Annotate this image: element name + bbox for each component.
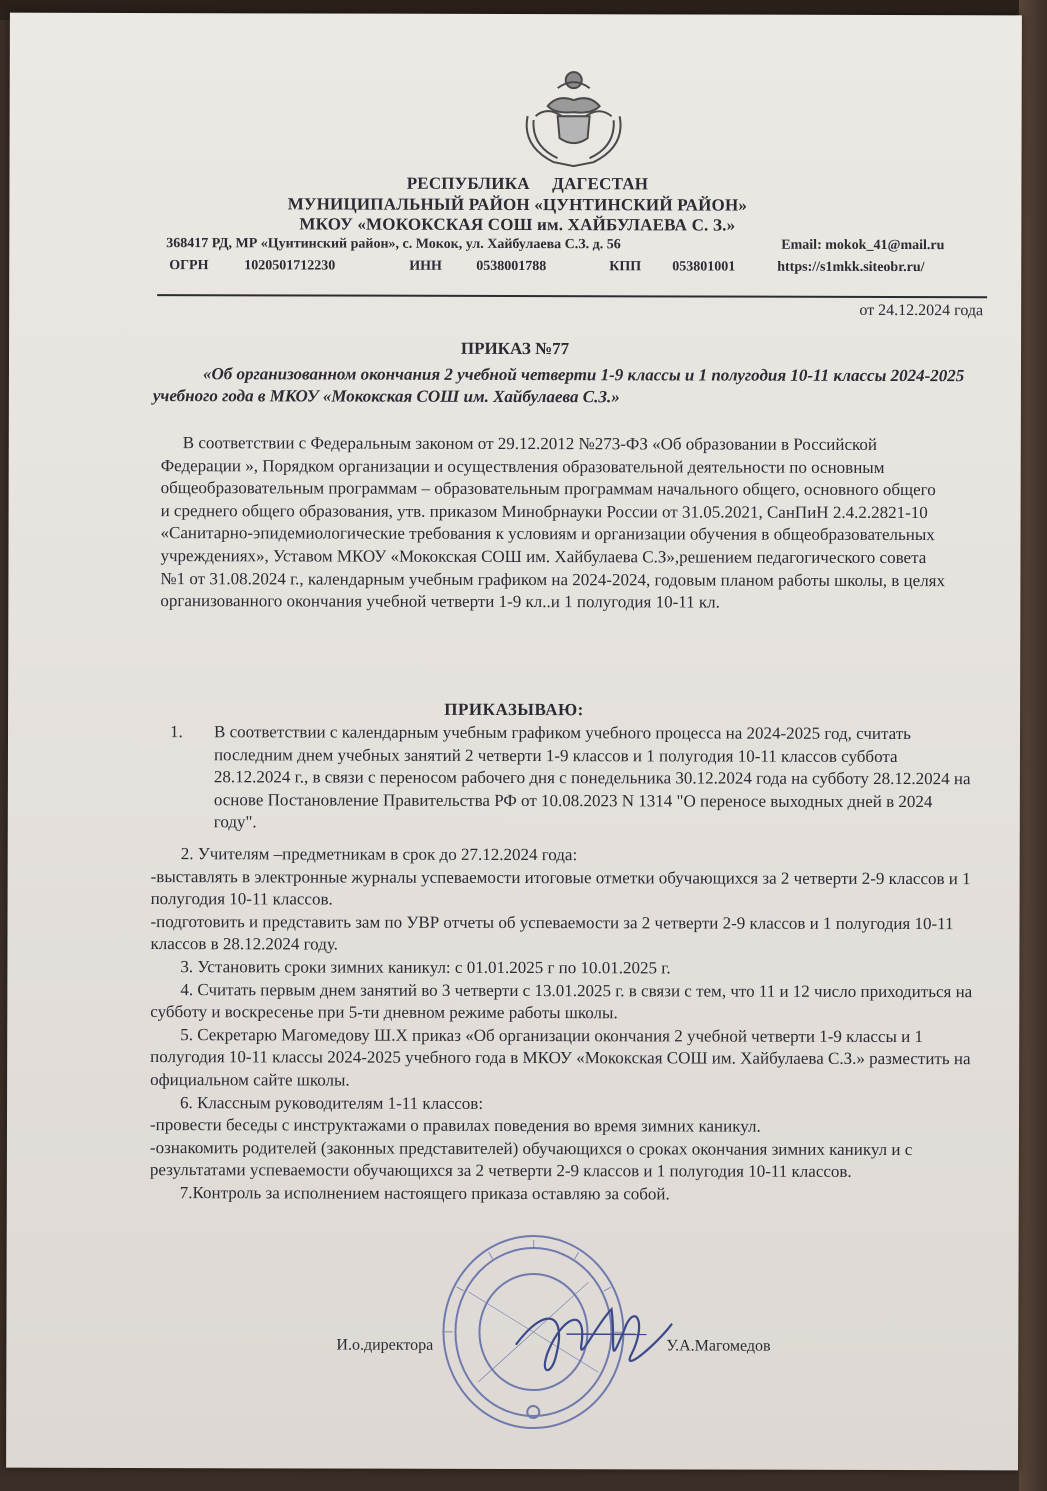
kpp-value: 053801001 [672, 259, 736, 275]
order-item-2: 2. Учителям –предметникам в срок до 27.12.2024 года: [180, 844, 578, 865]
item-1-number: 1. [169, 722, 183, 742]
document-page [6, 13, 1022, 1471]
order-item-6a: -провести беседы с инструктажами о правилах поведения во время зимних каникул. [149, 1115, 761, 1136]
inn-label: ИНН [409, 258, 442, 274]
signature-role: И.о.директора [336, 1336, 434, 1354]
order-subject: «Об организованном окончания 2 учебной четверти 1-9 классы и 1 полугодия 10-11 классы 2024-2025 учебного года в МКОУ «Мококская СОШ им. Хайбулаева С.З.» [152, 364, 965, 407]
order-item-6b: -ознакомить родителей (законных представителей) обучающихся о сроках окончания зимних каникул и с результатами успеваемости обучающихся за 2 четверти 2-9 классов и 1 полугодия 10-11 классов. [149, 1137, 913, 1182]
signature-name: У.А.Магомедов [666, 1337, 771, 1355]
ogrn-label: ОГРН [169, 258, 209, 274]
header-school: МКОУ «МОКОКСКАЯ СОШ им. ХАЙБУЛАЕВА С. З.» [299, 214, 736, 235]
order-item-6: 6. Классным руководителям 1-11 классов: [180, 1092, 484, 1113]
order-items [150, 843, 981, 1207]
coat-of-arms-emblem [517, 66, 629, 170]
order-heading: ПРИКАЗЫВАЮ: [444, 699, 584, 720]
order-title: ПРИКАЗ №77 [460, 338, 570, 359]
website: https://s1mkk.siteobr.ru/ [777, 259, 925, 276]
order-item-3: 3. Установить сроки зимних каникул: с 01.01.2025 г по 10.01.2025 г. [180, 957, 671, 978]
header-republic: РЕСПУБЛИКА ДАГЕСТАН [406, 173, 649, 194]
order-item-2b: -подготовить и представить зам по УВР отчеты об успеваемости за 2 четверти 2-9 классов и 1 полугодия 10-11 классов в 28.12.2024 году. [150, 911, 954, 954]
order-item-2a: -выставлять в электронные журналы успеваемости итоговые отметки обучающихся за 2 четверти 2-9 классов и 1 полугодия 10-11 классов. [150, 866, 971, 909]
item-1-text: В соответствии с календарным учебным графиком учебного процесса на 2024-2025 год, считать последним днем учебных занятий 2 четверти 1-9 классов и 1 полугодия 10-11 классов суббота 28.12.2024 г., в связи с переносом рабочего дня с понедельника 30.12.2024 года на субботу 28.12.2024 на основе Постановление Правительства РФ от 10.08.2023 N 1314 "О переносе выходных дней в 2024 году". [213, 722, 971, 832]
header-email: Email: mokok_41@mail.ru [781, 237, 945, 254]
order-item-1 [169, 721, 980, 832]
header-address: 368417 РД, МР «Цунтинский район», с. Мокок, ул. Хайбулаева С.З. д. 56 [166, 236, 621, 253]
preamble-text: В соответствии с Федеральным законом от 29.12.2012 №273-ФЗ «Об образовании в Российской Федерации », Порядком организации и осуществления образовательной деятельности по основным общеобразовательным программам – образовательным программам начального общего, основного общего и среднего общего образования, утв. приказом Минобрнауки России от 31.05.2021, СанПиН 2.4.2.2821-10 «Санитарно-эпидемиологические требования к условиям и организации обучения в общеобразовательных учреждениях», Уставом МКОУ «Мококская СОШ им. Хайбулаева С.З»,решением педагогического совета №1 от 31.08.2024 г., календарным учебным графиком на 2024-2024, годовым планом работы школы, в целях организованного окончания учебной четверти 1-9 кл..и 1 полугодия 10-11 кл. [160, 433, 946, 612]
handwritten-signature [506, 1284, 676, 1394]
kpp-label: КПП [609, 259, 642, 275]
order-date: от 24.12.2024 года [859, 301, 984, 320]
inn-value: 0538001788 [476, 258, 547, 275]
ogrn-value: 1020501712230 [244, 258, 336, 274]
header-district: МУНИЦИПАЛЬНЫЙ РАЙОН «ЦУНТИНСКИЙ РАЙОН» [287, 194, 748, 215]
order-item-4: 4. Считать первым днем занятий во 3 четверти с 13.01.2025 г. в связи с тем, что 11 и 12 число приходиться на субботу и воскресенье при 5-ти дневном режиме работы школы. [150, 979, 973, 1023]
header-divider [157, 294, 987, 298]
order-item-7: 7.Контроль за исполнением настоящего приказа оставляю за собой. [179, 1183, 670, 1204]
order-item-5: 5. Секретарю Магомедову Ш.Х приказ «Об организации окончания 2 учебной четверти 1-9 классы и 1 полугодия 10-11 классы 2024-2025 учебного года в МКОУ «Мококская СОШ им. Хайбулаева С.З.» разместить на официальном сайте школы. [150, 1024, 971, 1090]
